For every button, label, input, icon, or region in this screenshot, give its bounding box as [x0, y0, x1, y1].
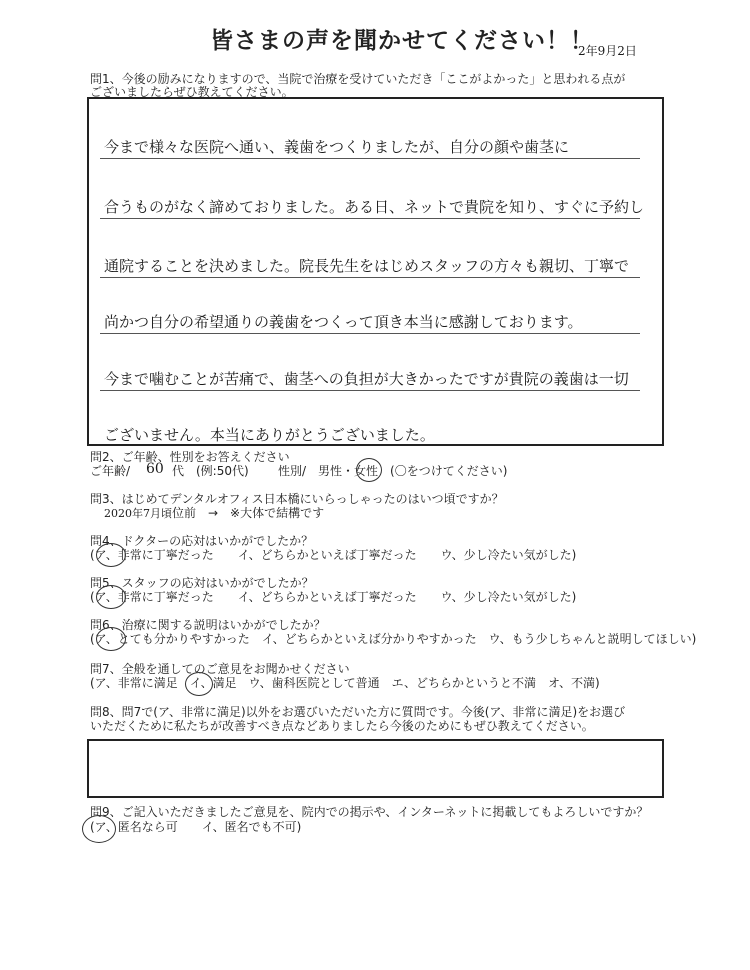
ruled-line	[100, 158, 640, 159]
selection-circle	[82, 815, 116, 843]
ruled-line	[100, 218, 640, 219]
q2-text: 問2、ご年齢、性別をお答えください	[90, 450, 290, 464]
selection-circle	[185, 672, 213, 696]
q4-options: (ア、非常に丁寧だった イ、どちらかといえば丁寧だった ウ、少し冷たい気がした)	[90, 548, 577, 562]
ruled-line	[100, 277, 640, 278]
q8-text-line1: 問8、問7で(ア、非常に満足)以外をお選びいただいた方に質問です。今後(ア、非常に満足)をお選び	[90, 705, 626, 719]
q1-answer-line: 今まで様々な医院へ通い、義歯をつくりましたが、自分の顔や歯茎に	[104, 138, 570, 156]
q6-options: (ア、とても分かりやすかった イ、どちらかといえば分かりやすかった ウ、もう少しちゃんと説明してほしい)	[90, 632, 697, 646]
selection-circle	[96, 627, 126, 651]
q1-answer-line: ございません。本当にありがとうございました。	[104, 426, 435, 444]
q8-text-line2: いただくために私たちが改善すべき点などありましたら今後のためにもぜひ教えてください。	[90, 719, 594, 733]
selection-circle	[96, 585, 126, 609]
q6-text: 問6、治療に関する説明はいかがでしたか？	[90, 618, 326, 632]
age-suffix: 代 (例:50代)	[172, 464, 249, 478]
q4-text: 問4、ドクターの応対はいかがでしたか？	[90, 534, 314, 548]
ruled-line	[100, 390, 640, 391]
q5-options: (ア、非常に丁寧だった イ、どちらかといえば丁寧だった ウ、少し冷たい気がした)	[90, 590, 577, 604]
q7-options: (ア、非常に満足 イ、満足 ウ、歯科医院として普通 エ、どちらかというと不満 オ、不満)	[90, 676, 600, 690]
q3-text: 問3、はじめてデンタルオフィス日本橋にいらっしゃったのはいつ頃ですか？	[90, 492, 504, 506]
q1-text-line1: 問1、今後の励みになりますので、当院で治療を受けていただき「ここがよかった」と思われる点が	[90, 72, 626, 86]
q9-options: (ア、匿名なら可 イ、匿名でも不可)	[90, 820, 302, 834]
q3-suffix: 位前 → ※大体で結構です	[172, 506, 325, 520]
q5-text: 問5、スタッフの応対はいかがでしたか？	[90, 576, 314, 590]
q1-text-line2: ございましたらぜひ教えてください。	[90, 85, 294, 99]
q7-text: 問7、全般を通してのご意見をお聞かせください	[90, 662, 350, 676]
ruled-line	[100, 333, 640, 334]
q1-answer-line: 尚かつ自分の希望通りの義歯をつくって頂き本当に感謝しております。	[104, 313, 583, 331]
q8-answer-box	[87, 739, 664, 798]
selection-circle	[96, 543, 126, 567]
q1-answer-line: 通院することを決めました。院長先生をはじめスタッフの方々も親切、丁寧で	[104, 257, 630, 275]
gender-label: 性別/ 男性・女性 (〇をつけてください)	[278, 464, 508, 478]
selection-circle	[356, 458, 382, 482]
date: 2年9月2日	[578, 44, 637, 58]
q9-text: 問9、ご記入いただきましたご意見を、院内での掲示や、インターネットに掲載してもよろしいですか？	[90, 805, 649, 819]
q1-answer-line: 今まで噛むことが苦痛で、歯茎への負担が大きかったですが貴院の義歯は一切	[104, 370, 629, 388]
q1-answer-line: 合うものがなく諦めておりました。ある日、ネットで貴院を知り、すぐに予約し	[104, 198, 645, 216]
age-label: ご年齢/	[90, 464, 131, 478]
survey-title: 皆さまの声を聞かせてください！！	[210, 28, 594, 54]
q3-answer: 2020年7月頃	[104, 507, 172, 520]
age-value: 60	[146, 461, 164, 477]
